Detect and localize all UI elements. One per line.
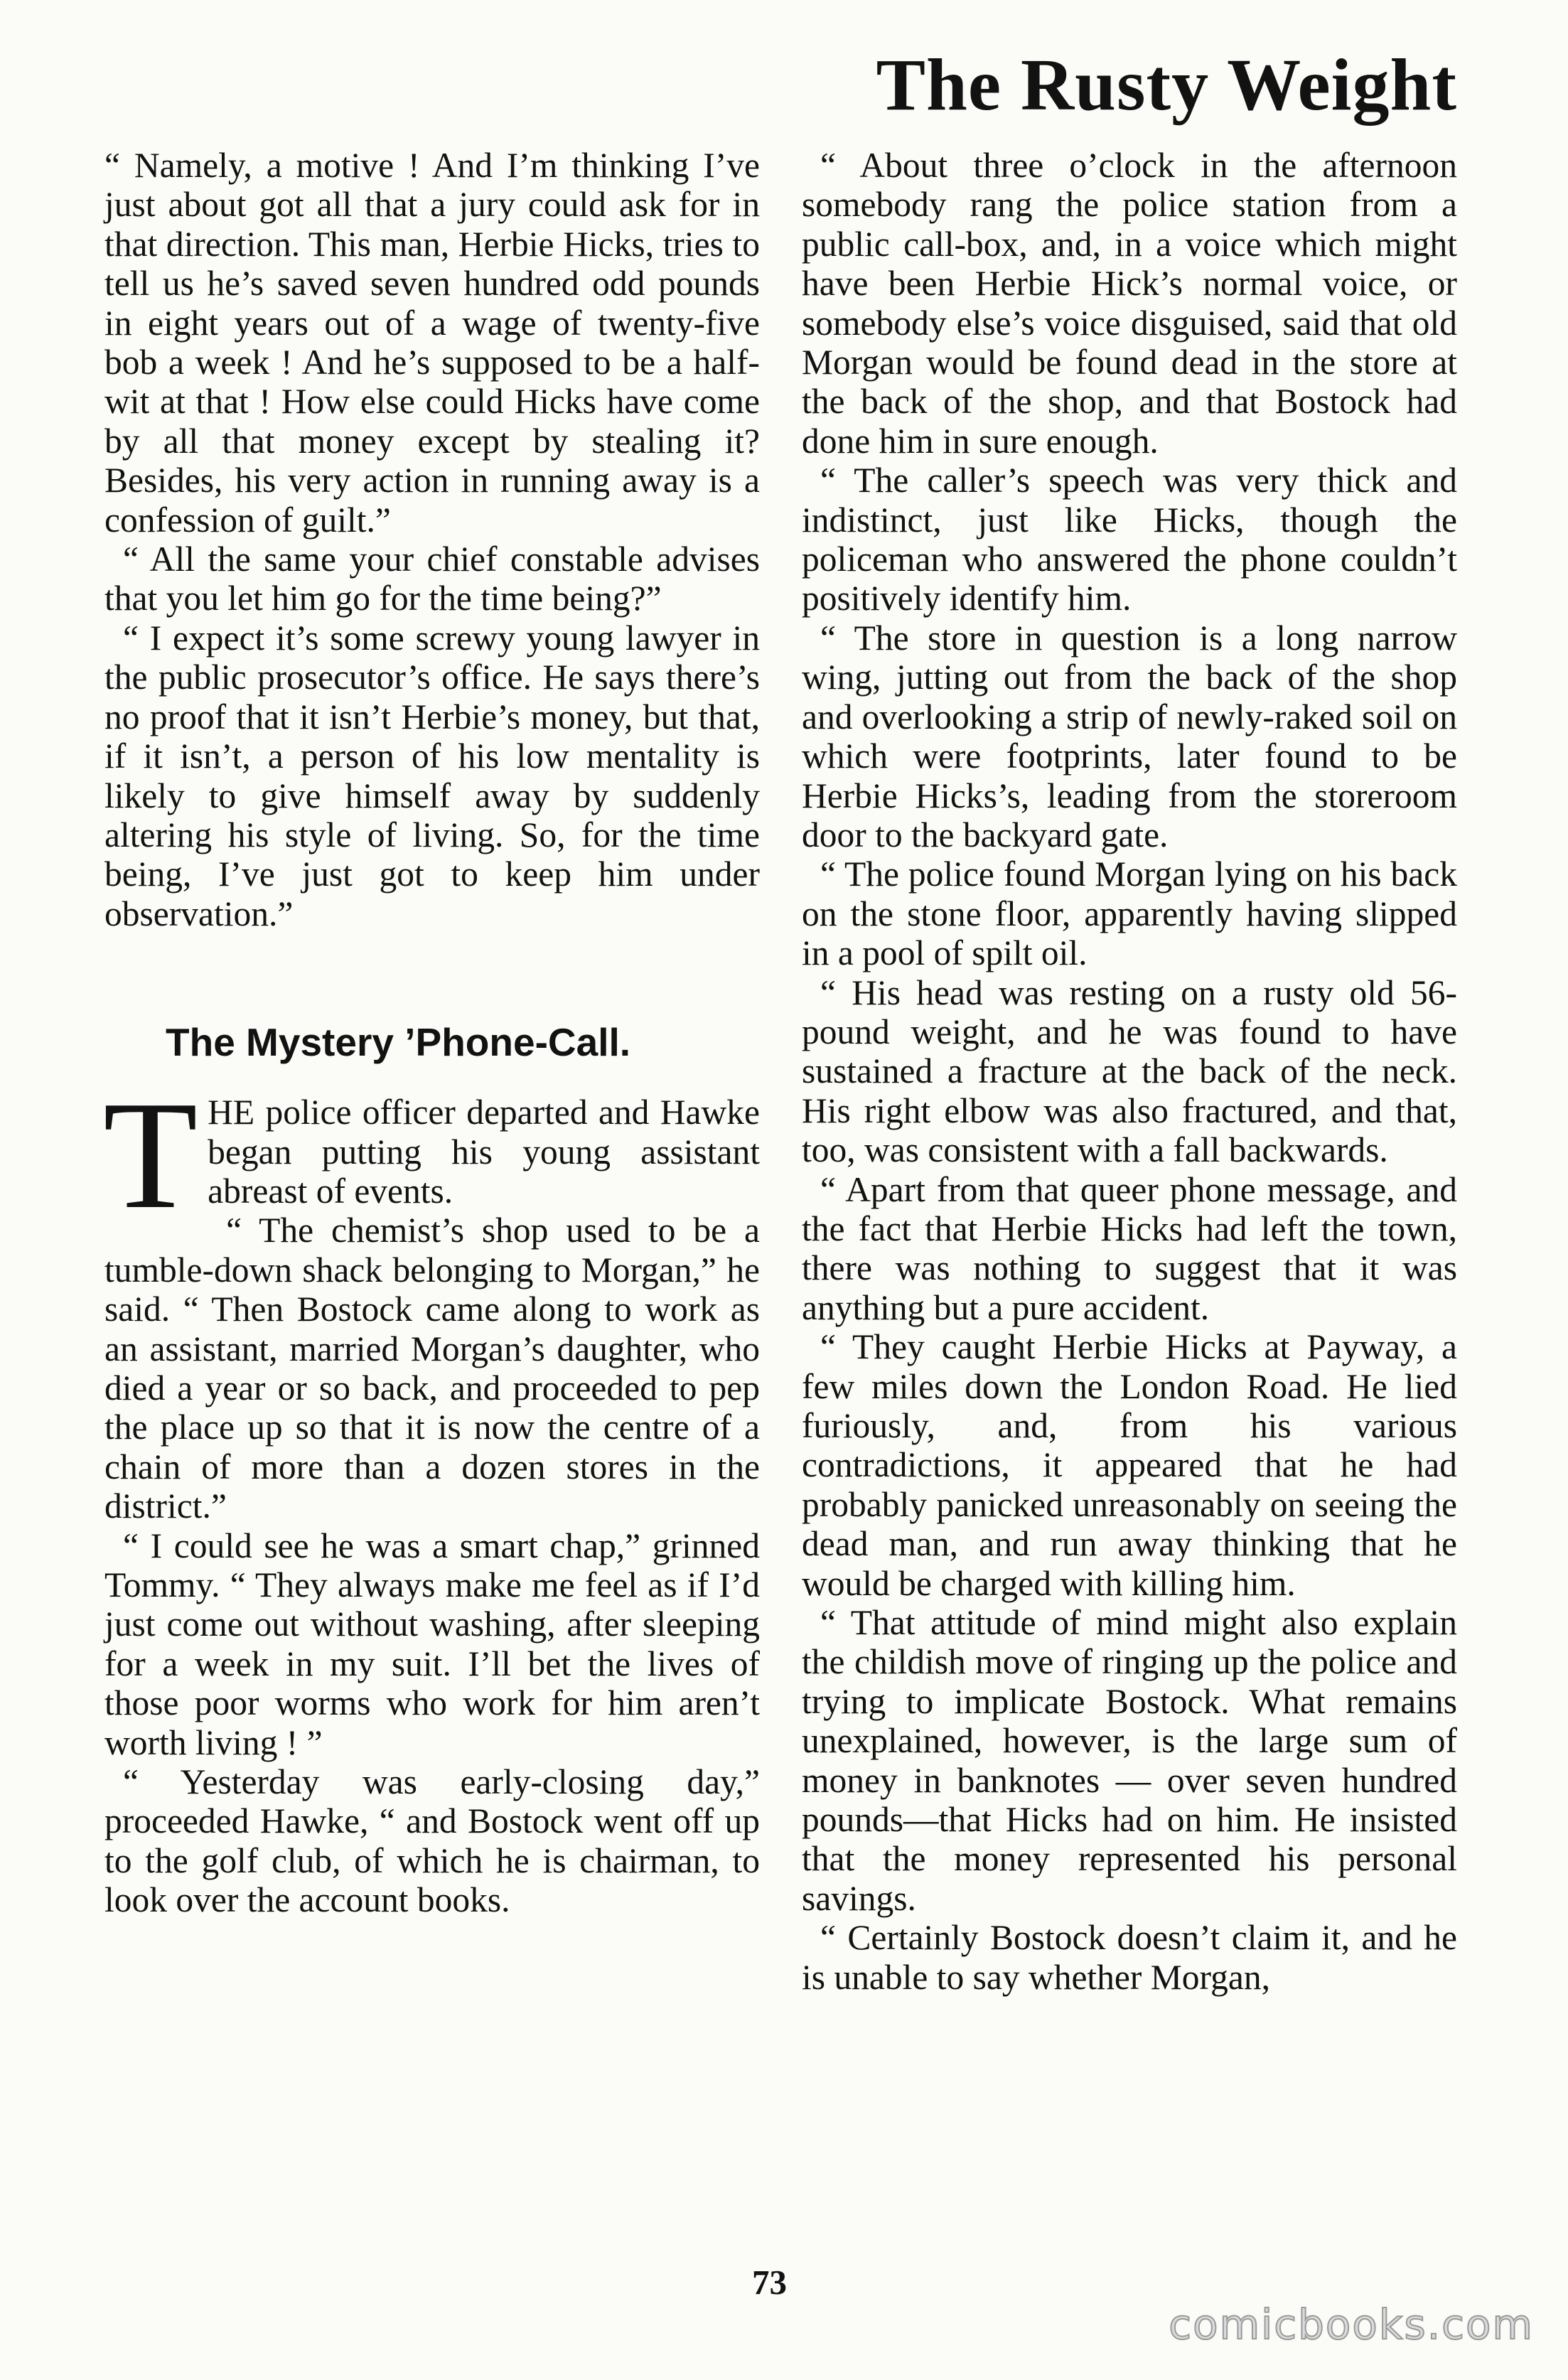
paragraph: “ The caller’s speech was very thick and indistinct, just like Hicks, though the policeman who answered the phone couldn’t positively identify him. [802, 461, 1457, 618]
paragraph: “ About three o’clock in the afternoon somebody rang the police station from a public call-box, and, in a voice which might have been Herbie Hick’s normal voice, or somebody else’s voice disguised, said that old Morgan would be found dead in the store at the back of the shop, and that Bostock had done him in sure enough. [802, 146, 1457, 461]
paragraph: “ Namely, a motive ! And I’m thinking I’ve just about got all that a jury could ask for in that direction. This man, Herbie Hicks, tries to tell us he’s saved seven hundred odd pounds in eight years out of a wage of twenty-five bob a week ! And he’s supposed to be a half-wit at that ! How else could Hicks have come by all that money except by stealing it? Besides, his very action in running away is a confession of guilt.” [104, 146, 760, 540]
paragraph: “ His head was resting on a rusty old 56-pound weight, and he was found to have sustained a fracture at the back of the neck. His right elbow was also fractured, and that, too, was consistent with a fall backwards. [802, 972, 1457, 1170]
page-number: 73 [752, 2263, 787, 2302]
paragraph: “ Certainly Bostock doesn’t claim it, and he is unable to say whether Morgan, [802, 1918, 1457, 1997]
left-column [104, 146, 760, 1920]
paragraph: “ That attitude of mind might also explain the childish move of ringing up the police and trying to implicate Bostock. What remains unexplained, however, is the large sum of money in banknotes — over seven hundred pounds—that Hicks had on him. He insisted that the money represented his personal savings. [802, 1603, 1457, 1918]
paragraph-text: HE police officer departed and Hawke began putting his young assistant abreast of events. [208, 1093, 760, 1211]
watermark: comicbooks.com [1169, 2300, 1534, 2349]
paragraph: “ Apart from that queer phone message, and the fact that Herbie Hicks had left the town, there was nothing to suggest that it was anything but a pure accident. [802, 1169, 1457, 1327]
story-title: The Rusty Weight [876, 44, 1457, 126]
section-heading: The Mystery ’Phone-Call. [166, 1020, 631, 1065]
paragraph: “ The police found Morgan lying on his back on the stone floor, apparently having slipped in a pool of spilt oil. [802, 854, 1457, 973]
paragraph: “ I could see he was a smart chap,” grinned Tommy. “ They always make me feel as if I’d just come out without washing, after sleeping for a week in my suit. I’ll bet the lives of those poor worms who work for him aren’t worth living ! ” [104, 1526, 760, 1762]
paragraph: “ The store in question is a long narrow wing, jutting out from the back of the shop and overlooking a strip of newly-raked soil on which were footprints, later found to be Herbie Hicks’s, leading from the storeroom door to the backyard gate. [802, 618, 1457, 854]
paragraph: “ The chemist’s shop used to be a tumble-down shack belonging to Morgan,” he said. “ Then Bostock came along to work as an assistant, married Morgan’s daughter, who died a year or so back, and proceeded to pep the place up so that it is now the centre of a chain of more than a dozen stores in the district.” [104, 1211, 760, 1526]
paragraph: “ All the same your chief constable advises that you let him go for the time being?” [104, 540, 760, 618]
paragraph: “ They caught Herbie Hicks at Payway, a few miles down the London Road. He lied furiously, and, from his various contradictions, it appeared that he had probably panicked unreasonably on seeing the dead man, and run away thinking that he would be charged with killing him. [802, 1327, 1457, 1603]
paragraph: “ Yesterday was early-closing day,” proceeded Hawke, “ and Bostock went off up to the golf club, of which he is chairman, to look over the account books. [104, 1762, 760, 1920]
paragraph-with-dropcap [103, 1070, 760, 1242]
paragraph: “ I expect it’s some screwy young lawyer in the public prosecutor’s office. He says there’s no proof that it isn’t Herbie’s money, but that, if it isn’t, a person of his low mentality is likely to give himself away by suddenly altering his style of living. So, for the time being, I’ve just got to keep him under observation.” [104, 618, 760, 933]
drop-cap: T [103, 1070, 198, 1242]
right-column [802, 146, 1457, 1997]
